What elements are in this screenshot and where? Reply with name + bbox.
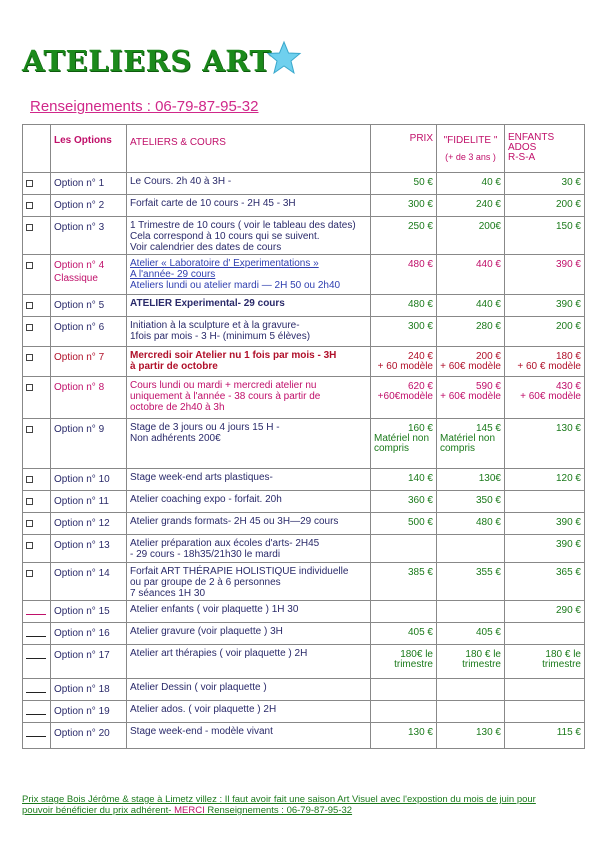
option-label: Option n° 3 xyxy=(54,222,105,233)
header-enfants-1: ENFANTS xyxy=(508,132,555,143)
row-desc-line: octobre de 2h40 à 3h xyxy=(130,402,225,413)
row-description xyxy=(127,701,371,723)
row-fidelite xyxy=(437,173,505,195)
row-marker xyxy=(23,491,51,513)
table-row xyxy=(23,317,585,347)
price-note: + 60 modèle xyxy=(377,361,433,372)
row-marker xyxy=(23,469,51,491)
dash-marker xyxy=(26,714,46,715)
enfants-value: 200 € xyxy=(555,199,581,210)
option-label: Option n° 5 xyxy=(54,300,105,311)
table-header-row xyxy=(23,125,585,173)
row-option xyxy=(51,623,127,645)
row-desc-line: Voir calendrier des dates de cours xyxy=(130,242,282,253)
row-fidelite xyxy=(437,469,505,491)
checkbox-marker xyxy=(26,262,33,269)
checkbox-marker xyxy=(26,520,33,527)
footer-note xyxy=(22,794,582,816)
prix-value: 500 € xyxy=(407,517,433,528)
row-marker xyxy=(23,645,51,679)
row-fidelite xyxy=(437,255,505,295)
row-desc-line: 7 séances 1H 30 xyxy=(130,588,206,599)
row-fidelite xyxy=(437,317,505,347)
row-enfants xyxy=(505,195,585,217)
page-title: ATELIERS ART xyxy=(22,44,272,78)
row-fidelite xyxy=(437,563,505,601)
row-desc-line: A l'année- 29 cours xyxy=(130,269,216,280)
prix-value: 240 € xyxy=(407,351,433,362)
row-prix xyxy=(371,563,437,601)
price-note: + 60€ modèle xyxy=(520,391,581,402)
enfants-value: 30 € xyxy=(561,177,581,188)
prix-value: 480 € xyxy=(407,299,433,310)
table-row xyxy=(23,173,585,195)
prix-value: 385 € xyxy=(407,567,433,578)
dash-marker xyxy=(26,692,46,693)
row-desc-line: uniquement à l'année - 38 cours à partir de xyxy=(130,391,321,402)
row-desc-line: ou par groupe de 2 à 6 personnes xyxy=(130,577,281,588)
row-prix xyxy=(371,645,437,679)
row-enfants xyxy=(505,217,585,255)
row-description xyxy=(127,601,371,623)
checkbox-marker xyxy=(26,324,33,331)
prix-value: 300 € xyxy=(407,321,433,332)
row-marker xyxy=(23,419,51,469)
row-fidelite xyxy=(437,217,505,255)
price-note: +60€modèle xyxy=(377,391,433,402)
row-desc-line: Atelier gravure (voir plaquette ) 3H xyxy=(130,626,283,637)
row-description xyxy=(127,173,371,195)
prix-value: 480 € xyxy=(407,259,433,270)
row-prix xyxy=(371,601,437,623)
row-fidelite xyxy=(437,377,505,419)
price-note: + 60€ modèle xyxy=(440,361,501,372)
row-option xyxy=(51,491,127,513)
row-fidelite xyxy=(437,623,505,645)
option-label: Option n° 14 xyxy=(54,568,110,579)
row-marker xyxy=(23,601,51,623)
option-label: Option n° 17 xyxy=(54,650,110,661)
option-label: Option n° 1 xyxy=(54,178,105,189)
row-enfants xyxy=(505,295,585,317)
row-description xyxy=(127,679,371,701)
row-description xyxy=(127,513,371,535)
row-desc-line: Atelier ados. ( voir plaquette ) 2H xyxy=(130,704,277,715)
row-fidelite xyxy=(437,195,505,217)
fidelite-value: 480 € xyxy=(475,517,501,528)
fidelite-value: 130€ xyxy=(478,473,501,484)
enfants-value: 390 € xyxy=(555,259,581,270)
dash-marker xyxy=(26,636,46,637)
enfants-value: 150 € xyxy=(555,221,581,232)
header-fidelite xyxy=(437,125,505,173)
table-row xyxy=(23,701,585,723)
option-label: Option n° 19 xyxy=(54,706,110,717)
table-row xyxy=(23,217,585,255)
table-row xyxy=(23,563,585,601)
row-prix xyxy=(371,217,437,255)
row-enfants xyxy=(505,377,585,419)
row-enfants xyxy=(505,419,585,469)
prix-value: 160 € xyxy=(407,423,433,434)
row-marker xyxy=(23,295,51,317)
row-option xyxy=(51,563,127,601)
table-row xyxy=(23,377,585,419)
prix-value: 180€ le xyxy=(400,649,433,660)
row-fidelite xyxy=(437,723,505,749)
row-fidelite xyxy=(437,701,505,723)
option-sub-label: Classique xyxy=(54,273,98,284)
table-row xyxy=(23,535,585,563)
checkbox-marker xyxy=(26,180,33,187)
table-row xyxy=(23,679,585,701)
row-desc-line: à partir de octobre xyxy=(130,361,218,372)
option-label: Option n° 15 xyxy=(54,606,110,617)
prix-value: 300 € xyxy=(407,199,433,210)
row-prix xyxy=(371,377,437,419)
checkbox-marker xyxy=(26,570,33,577)
row-marker xyxy=(23,195,51,217)
row-desc-line: - 29 cours - 18h35/21h30 le mardi xyxy=(130,549,281,560)
row-option xyxy=(51,255,127,295)
row-marker xyxy=(23,513,51,535)
fidelite-value: 180 € le xyxy=(465,649,501,660)
option-label: Option n° 8 xyxy=(54,382,105,393)
header-prix: PRIX xyxy=(371,125,437,173)
header-enfants-3: R-S-A xyxy=(508,152,536,163)
row-enfants xyxy=(505,513,585,535)
enfants-value: 390 € xyxy=(555,517,581,528)
option-label: Option n° 9 xyxy=(54,424,105,435)
enfants-value: 365 € xyxy=(555,567,581,578)
checkbox-marker xyxy=(26,476,33,483)
option-label: Option n° 12 xyxy=(54,518,110,529)
dash-marker xyxy=(26,658,46,659)
row-fidelite xyxy=(437,347,505,377)
row-option xyxy=(51,317,127,347)
row-option xyxy=(51,419,127,469)
table-row xyxy=(23,491,585,513)
row-description xyxy=(127,317,371,347)
row-option xyxy=(51,723,127,749)
header-options: Les Options xyxy=(51,125,127,173)
row-desc-line: 1 Trimestre de 10 cours ( voir le tableau des dates) xyxy=(130,220,356,231)
prix-value: 130 € xyxy=(407,727,433,738)
row-desc-line: Cela correspond à 10 cours qui se suivent. xyxy=(130,231,320,242)
row-option xyxy=(51,535,127,563)
footer-line-2b: Renseignements : 06-79-87-95-32 xyxy=(204,805,353,816)
option-label: Option n° 18 xyxy=(54,684,110,695)
enfants-value: 180 € le xyxy=(545,649,581,660)
price-note: + 60 € modèle xyxy=(517,361,581,372)
price-note: trimestre xyxy=(394,659,433,670)
row-description xyxy=(127,419,371,469)
row-enfants xyxy=(505,255,585,295)
checkbox-marker xyxy=(26,498,33,505)
row-description xyxy=(127,623,371,645)
row-option xyxy=(51,195,127,217)
fidelite-value: 240 € xyxy=(475,199,501,210)
enfants-value: 115 € xyxy=(556,727,581,738)
fidelite-value: 355 € xyxy=(475,567,501,578)
fidelite-value: 130 € xyxy=(475,727,501,738)
enfants-value: 430 € xyxy=(555,381,581,392)
row-prix xyxy=(371,513,437,535)
prix-value: 140 € xyxy=(407,473,433,484)
table-row xyxy=(23,469,585,491)
row-marker xyxy=(23,563,51,601)
row-desc-line: Atelier préparation aux écoles d'arts- 2H45 xyxy=(130,538,320,549)
row-description xyxy=(127,469,371,491)
table-row xyxy=(23,645,585,679)
row-description xyxy=(127,195,371,217)
footer-merci: MERCI xyxy=(174,805,205,816)
table-row xyxy=(23,513,585,535)
row-enfants xyxy=(505,317,585,347)
table-row xyxy=(23,195,585,217)
row-description xyxy=(127,295,371,317)
row-enfants xyxy=(505,723,585,749)
row-option xyxy=(51,513,127,535)
row-desc-line: 1fois par mois - 3 H- (minimum 5 élèves) xyxy=(130,331,311,342)
checkbox-marker xyxy=(26,542,33,549)
prix-value: 620 € xyxy=(407,381,433,392)
row-marker xyxy=(23,217,51,255)
row-prix xyxy=(371,173,437,195)
row-prix xyxy=(371,469,437,491)
header-blank xyxy=(23,125,51,173)
table-row xyxy=(23,723,585,749)
row-enfants xyxy=(505,469,585,491)
enfants-value: 390 € xyxy=(555,299,581,310)
row-enfants xyxy=(505,535,585,563)
table-row xyxy=(23,601,585,623)
enfants-value: 130 € xyxy=(555,423,581,434)
row-fidelite xyxy=(437,535,505,563)
row-option xyxy=(51,173,127,195)
row-fidelite xyxy=(437,513,505,535)
row-desc-line: Cours lundi ou mardi + mercredi atelier nu xyxy=(130,380,317,391)
row-enfants xyxy=(505,679,585,701)
row-description xyxy=(127,347,371,377)
table-row xyxy=(23,419,585,469)
row-prix xyxy=(371,623,437,645)
row-description xyxy=(127,491,371,513)
row-desc-line: Ateliers lundi ou atelier mardi — 2H 50 ou 2h40 xyxy=(130,280,341,291)
row-desc-line: ATELIER Experimental- 29 cours xyxy=(130,298,285,309)
checkbox-marker xyxy=(26,302,33,309)
row-option xyxy=(51,601,127,623)
row-marker xyxy=(23,317,51,347)
footer-line-2a: pouvoir bénéficier du prix adhérent- xyxy=(22,805,175,816)
fidelite-value: 280 € xyxy=(475,321,501,332)
row-fidelite xyxy=(437,645,505,679)
row-enfants xyxy=(505,601,585,623)
row-prix xyxy=(371,255,437,295)
dash-marker xyxy=(26,736,46,737)
fidelite-value: 200€ xyxy=(478,221,501,232)
row-enfants xyxy=(505,173,585,195)
fidelite-value: 440 € xyxy=(475,259,501,270)
checkbox-marker xyxy=(26,384,33,391)
row-marker xyxy=(23,723,51,749)
row-marker xyxy=(23,535,51,563)
price-table xyxy=(22,124,585,749)
row-marker xyxy=(23,623,51,645)
row-desc-line: Atelier Dessin ( voir plaquette ) xyxy=(130,682,267,693)
row-option xyxy=(51,679,127,701)
price-note: trimestre xyxy=(462,659,501,670)
header-enfants xyxy=(505,125,585,173)
row-desc-line: Atelier enfants ( voir plaquette ) 1H 30 xyxy=(130,604,299,615)
row-prix xyxy=(371,491,437,513)
price-note: trimestre xyxy=(542,659,581,670)
table-row xyxy=(23,347,585,377)
header-fidelite-label: "FIDELITE " xyxy=(443,135,498,146)
row-prix xyxy=(371,723,437,749)
row-prix xyxy=(371,679,437,701)
prix-value: 405 € xyxy=(407,627,433,638)
row-option xyxy=(51,701,127,723)
table-row xyxy=(23,623,585,645)
row-prix xyxy=(371,195,437,217)
option-label: Option n° 13 xyxy=(54,540,110,551)
row-prix xyxy=(371,701,437,723)
star-icon xyxy=(266,40,302,76)
row-marker xyxy=(23,377,51,419)
row-desc-line: Stage de 3 jours ou 4 jours 15 H - xyxy=(130,422,280,433)
row-description xyxy=(127,723,371,749)
row-desc-line: Atelier coaching expo - forfait. 20h xyxy=(130,494,282,505)
price-note: + 60€ modèle xyxy=(440,391,501,402)
row-enfants xyxy=(505,491,585,513)
row-description xyxy=(127,563,371,601)
row-prix xyxy=(371,317,437,347)
row-desc-line: Mercredi soir Atelier nu 1 fois par mois - 3H xyxy=(130,350,337,361)
option-label: Option n° 6 xyxy=(54,322,105,333)
row-desc-line: Le Cours. 2h 40 à 3H - xyxy=(130,176,232,187)
row-desc-line: Forfait ART THÉRAPIE HOLISTIQUE individuelle xyxy=(130,566,349,577)
row-fidelite xyxy=(437,601,505,623)
enfants-value: 290 € xyxy=(555,605,581,616)
fidelite-value: 200 € xyxy=(475,351,501,362)
row-description xyxy=(127,255,371,295)
row-fidelite xyxy=(437,679,505,701)
row-desc-line: Stage week-end - modèle vivant xyxy=(130,726,273,737)
phone-info: Renseignements : 06-79-87-95-32 xyxy=(30,98,259,115)
row-prix xyxy=(371,295,437,317)
option-label: Option n° 20 xyxy=(54,728,110,739)
row-desc-line: Initiation à la sculpture et à la gravure- xyxy=(130,320,300,331)
row-desc-line: Stage week-end arts plastiques- xyxy=(130,472,273,483)
row-description xyxy=(127,377,371,419)
row-description xyxy=(127,645,371,679)
row-enfants xyxy=(505,347,585,377)
row-enfants xyxy=(505,623,585,645)
option-label: Option n° 2 xyxy=(54,200,105,211)
row-option xyxy=(51,469,127,491)
option-label: Option n° 7 xyxy=(54,352,105,363)
row-enfants xyxy=(505,701,585,723)
row-fidelite xyxy=(437,295,505,317)
row-option xyxy=(51,295,127,317)
table-row xyxy=(23,295,585,317)
prix-value: 250 € xyxy=(407,221,433,232)
fidelite-value: 145 € xyxy=(475,423,501,434)
row-marker xyxy=(23,173,51,195)
row-desc-line: Non adhérents 200€ xyxy=(130,433,221,444)
table-row xyxy=(23,255,585,295)
row-option xyxy=(51,347,127,377)
fidelite-value: 440 € xyxy=(475,299,501,310)
row-marker xyxy=(23,679,51,701)
fidelite-value: 590 € xyxy=(475,381,501,392)
option-label: Option n° 4 xyxy=(54,260,105,271)
row-desc-line: Atelier « Laboratoire d' Experimentations » xyxy=(130,258,319,269)
row-description xyxy=(127,535,371,563)
row-enfants xyxy=(505,645,585,679)
checkbox-marker xyxy=(26,224,33,231)
prix-value: 50 € xyxy=(413,177,433,188)
enfants-value: 200 € xyxy=(555,321,581,332)
enfants-value: 390 € xyxy=(555,539,581,550)
row-marker xyxy=(23,347,51,377)
checkbox-marker xyxy=(26,354,33,361)
price-note: Matériel non compris xyxy=(440,433,496,454)
row-option xyxy=(51,377,127,419)
row-prix xyxy=(371,419,437,469)
row-prix xyxy=(371,535,437,563)
row-option xyxy=(51,217,127,255)
header-ateliers: ATELIERS & COURS xyxy=(127,125,371,173)
row-fidelite xyxy=(437,491,505,513)
checkbox-marker xyxy=(26,426,33,433)
row-fidelite xyxy=(437,419,505,469)
row-desc-line: Forfait carte de 10 cours - 2H 45 - 3H xyxy=(130,198,296,209)
price-note: Matériel non compris xyxy=(374,433,430,454)
dash-marker xyxy=(26,614,46,615)
prix-value: 360 € xyxy=(407,495,433,506)
row-desc-line: Atelier grands formats- 2H 45 ou 3H—29 cours xyxy=(130,516,339,527)
enfants-value: 180 € xyxy=(555,351,581,362)
header-fidelite-sub: (+ de 3 ans ) xyxy=(445,152,496,162)
row-marker xyxy=(23,701,51,723)
fidelite-value: 405 € xyxy=(475,627,501,638)
option-label: Option n° 10 xyxy=(54,474,110,485)
row-marker xyxy=(23,255,51,295)
footer-line-1: Prix stage Bois Jérôme & stage à Limetz villez : Il faut avoir fait une saison Art Visuel avec l'expostion du mois de juin pour xyxy=(22,794,536,805)
row-prix xyxy=(371,347,437,377)
row-option xyxy=(51,645,127,679)
checkbox-marker xyxy=(26,202,33,209)
fidelite-value: 350 € xyxy=(475,495,501,506)
row-enfants xyxy=(505,563,585,601)
header-enfants-2: ADOS xyxy=(508,142,537,153)
option-label: Option n° 11 xyxy=(54,496,109,507)
fidelite-value: 40 € xyxy=(481,177,501,188)
row-desc-line: Atelier art thérapies ( voir plaquette ) 2H xyxy=(130,648,308,659)
option-label: Option n° 16 xyxy=(54,628,110,639)
enfants-value: 120 € xyxy=(555,473,581,484)
row-description xyxy=(127,217,371,255)
